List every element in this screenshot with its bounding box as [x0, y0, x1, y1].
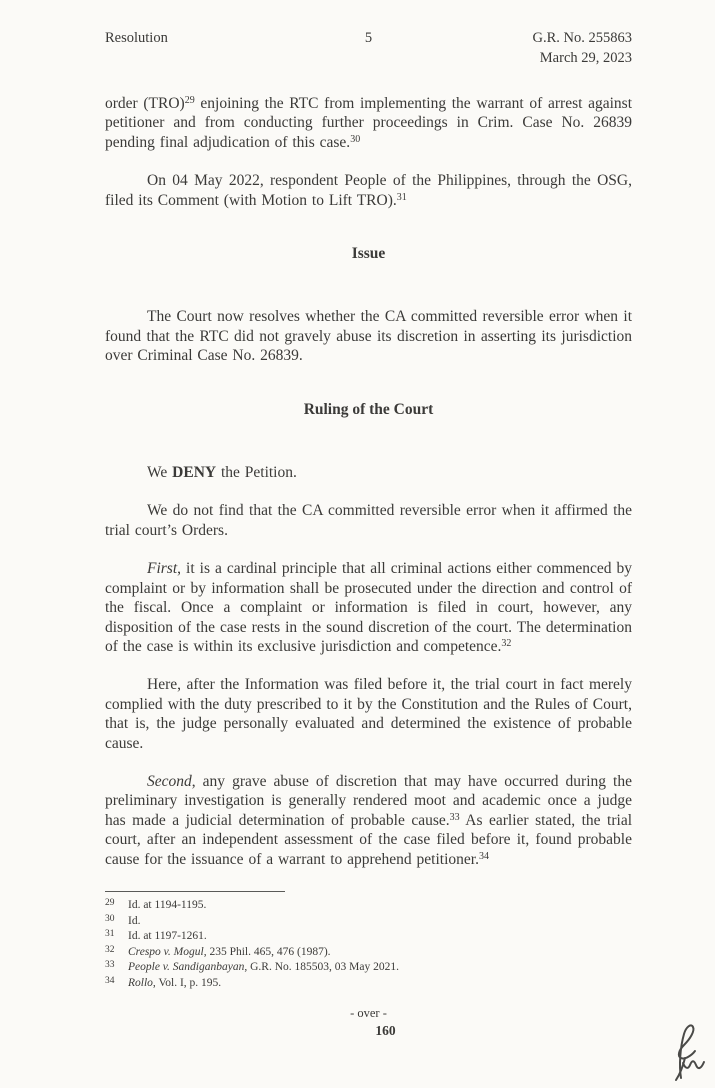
footnote-number: 32: [105, 944, 115, 955]
body-paragraph: [105, 463, 632, 482]
text-run: We do not find that the CA committed reversible error when it affirmed the trial court’s Orders.: [105, 502, 632, 539]
footnote-number: 33: [105, 960, 115, 971]
section-heading: [105, 400, 632, 419]
body-paragraph: [105, 501, 632, 540]
signature-mark: [665, 1020, 709, 1084]
section-heading: [105, 244, 632, 263]
text-run: We: [147, 464, 173, 482]
text-run: , Vol. I, p. 195.: [152, 976, 222, 989]
footnote: [105, 976, 632, 992]
footnote-ref: 31: [396, 191, 407, 203]
text-run: On 04 May 2022, respondent People of the Philippines, through the OSG, filed its Comment (with Motion to Lift TRO).: [105, 172, 632, 209]
footnote: [105, 929, 632, 945]
body-paragraph: [105, 307, 632, 365]
text-run: Id. at 1194-1195.: [128, 898, 207, 911]
text-run: Id.: [128, 914, 141, 927]
text-run: Here, after the Information was filed before it, the trial court in fact merely complied with the duty prescribed to it by the Constitution and the Rules of Court, that is, the judge personally evaluated and determined the existence of probable cause.: [105, 676, 632, 752]
footnote-ref: 32: [501, 637, 512, 649]
text-run: the Petition.: [216, 464, 297, 482]
footnote: [105, 914, 632, 930]
footnote-text: [128, 945, 632, 961]
text-run: order (TRO): [105, 95, 185, 112]
text-run: enjoining the RTC from implementing the warrant of arrest against petitioner and from conducting further proceedings in Crim. Case No. 26839 pending final adjudication of this case.: [105, 95, 632, 151]
doc-type-label: Resolution: [105, 30, 168, 46]
page-number: 5: [364, 30, 373, 46]
footnote-text: [128, 914, 632, 930]
text-run: First: [147, 560, 178, 578]
text-run: The Court now resolves whether the CA committed reversible error when it found that the RTC did not gravely abuse its discretion in asserting its jurisdiction over Criminal Case No. 26839.: [105, 308, 632, 365]
page-header: [105, 28, 632, 68]
text-run: Crespo v. Mogul: [128, 945, 204, 958]
text-run: Rollo: [128, 976, 153, 989]
footnote-ref: 33: [449, 811, 460, 823]
text-run: Ruling of the Court: [303, 400, 434, 418]
text-run: , it is a cardinal principle that all criminal actions either commenced by complaint or by information shall be prosecuted under the direction and control of the fiscal. Once a complaint or information is filed in court, however, any disposition of the case rests in the sound discretion of the court. The determination of the case is within its exclusive jurisdiction and competence.: [105, 560, 632, 655]
footnote-text: [128, 960, 632, 976]
text-run: , G.R. No. 185503, 03 May 2021.: [244, 961, 399, 974]
text-run: Id. at 1197-1261.: [128, 930, 207, 943]
text-run: Issue: [351, 245, 386, 263]
text-run: , any grave abuse of discretion that may have occurred during the preliminary investigation is generally rendered moot and academic once a judge has made a judicial determination of probable cause.: [105, 772, 632, 829]
page-footer: [105, 1006, 632, 1039]
footnote: [105, 945, 632, 961]
body-paragraph: [105, 675, 632, 753]
body-paragraph: [105, 559, 632, 656]
text-run: Second: [147, 772, 192, 790]
footnote-text: [128, 929, 632, 945]
footnote-ref: 29: [184, 95, 195, 106]
body-paragraph: [105, 171, 632, 210]
footnote-ref: 34: [478, 850, 489, 862]
footnote-number: 30: [105, 913, 115, 924]
footnote-text: [128, 976, 632, 992]
footnote-block: [105, 891, 632, 992]
footnote-number: 34: [105, 975, 115, 986]
footnote-ref: 30: [350, 133, 361, 145]
body-paragraph: [105, 94, 632, 152]
footnote: [105, 960, 632, 976]
footnote-number: 29: [105, 897, 115, 908]
text-run: , 235 Phil. 465, 476 (1987).: [203, 945, 331, 958]
case-number: G.R. No. 255863: [532, 30, 632, 46]
footnotes: [105, 898, 632, 992]
text-run: As earlier stated, the trial court, after an independent assessment of the case filed before it, found probable cause for the issuance of a warrant to apprehend petitioner.: [105, 811, 633, 868]
decision-date: March 29, 2023: [539, 50, 632, 66]
footer-page-code: 160: [375, 1022, 396, 1038]
body-paragraph: [105, 772, 632, 869]
footnote: [105, 898, 632, 914]
text-run: DENY: [172, 464, 217, 482]
footnote-text: [128, 898, 632, 914]
text-run: People v. Sandiganbayan: [128, 961, 245, 974]
footnote-separator: [105, 891, 285, 892]
footnote-number: 31: [105, 929, 115, 940]
document-body: [105, 94, 632, 869]
over-label: - over -: [350, 1005, 387, 1020]
case-reference: [372, 28, 632, 68]
